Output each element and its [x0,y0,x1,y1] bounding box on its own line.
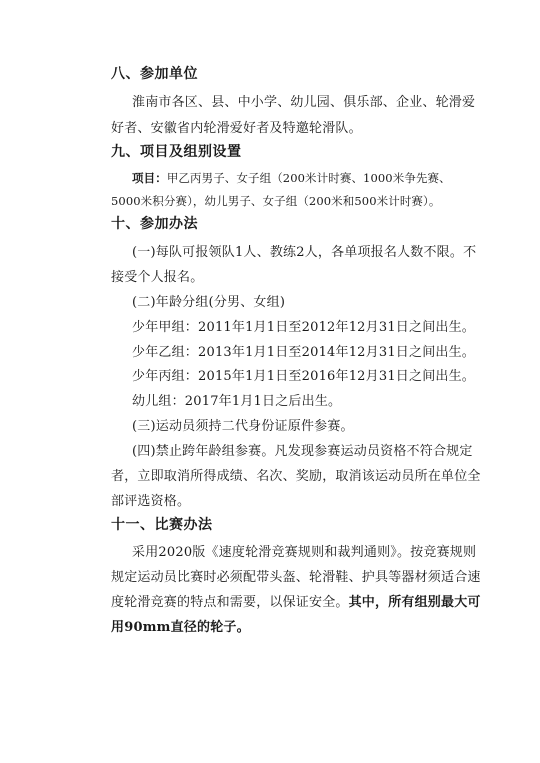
section-9-line-2: 5000米积分赛），幼儿男子、女子组（200米和500米计时赛）。 [111,194,441,208]
section-8-body-line-2: 好者、安徽省内轮滑爱好者及特邀轮滑队。 [111,121,362,136]
section-8-body-line-1: 淮南市各区、县、中小学、幼儿园、俱乐部、企业、轮滑爱 [132,95,476,110]
section-11-line-2: 规定运动员比赛时必须配带头盔、轮滑鞋、护具等器材须适合速 [111,570,481,585]
age-group-3: 少年丙组：2015年1月1日至2016年12月31日之间出生。 [132,369,475,384]
section-11-line-3-bold: 其中，所有组别最大可 [348,595,481,610]
section-10-p3: (三)运动员须持二代身份证原件参赛。 [132,419,354,434]
project-label: 项目： [132,171,167,185]
section-10-heading: 十、参加办法 [111,216,198,232]
section-10-p4-line-1: (四)禁止跨年龄组参赛。凡发现参赛运动员资格不符合规定 [132,444,473,459]
age-group-1: 少年甲组：2011年1月1日至2012年12月31日之间出生。 [132,320,475,335]
section-11-line-4: 用90mm直径的轮子。 [111,620,250,635]
section-11-heading: 十一、比赛办法 [111,517,213,533]
section-10-p1-line-2: 接受个人报名。 [111,270,204,285]
section-9-heading: 九、项目及组别设置 [111,144,242,160]
section-10-p4-line-3: 部评选资格。 [111,494,191,509]
section-8-heading: 八、参加单位 [111,66,198,82]
section-10-p2: (二)年龄分组(分男、女组) [132,295,286,310]
section-9-line-1 [132,170,451,186]
section-11-line-1: 采用2020版《速度轮滑竞赛规则和裁判通则》。按竞赛规则 [132,545,477,560]
age-group-4: 幼儿组：2017年1月1日之后出生。 [132,394,342,409]
section-10-p4-line-2: 者，立即取消所得成绩、名次、奖励，取消该运动员所在单位全 [111,469,481,484]
section-11-line-3-normal: 度轮滑竞赛的特点和需要，以保证安全。 [111,595,349,610]
section-11-line-3 [111,595,481,611]
section-10-p1-line-1: (一)每队可报领队1人、教练2人，各单项报名人数不限。不 [132,245,477,260]
project-line-1-text: 甲乙丙男子、女子组（200米计时赛、1000米争先赛、 [166,171,451,185]
age-group-2: 少年乙组：2013年1月1日至2014年12月31日之间出生。 [132,345,475,360]
